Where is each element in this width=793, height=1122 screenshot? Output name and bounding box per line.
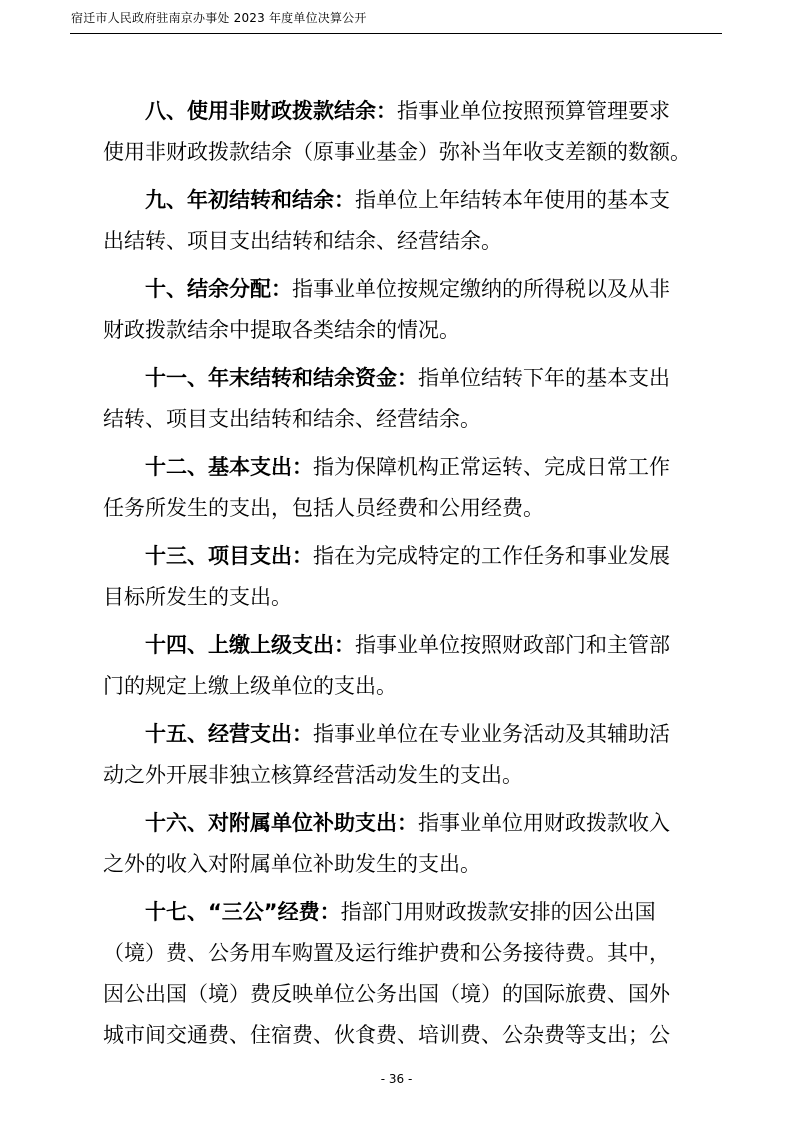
entry-continuation: 出结转、项目支出结转和结余、经营结余。 — [103, 229, 502, 253]
entry-first-line — [103, 180, 703, 221]
entry-continuation: （境）费、公务用车购置及运行维护费和公务接待费。其中， — [103, 941, 670, 965]
entry-first-line — [103, 358, 703, 399]
entry-first-line — [103, 803, 703, 844]
entry-text: 指在为完成特定的工作任务和事业发展 — [313, 544, 670, 568]
entry-continuation: 门的规定上缴上级单位的支出。 — [103, 674, 397, 698]
glossary-entry — [103, 91, 703, 173]
entry-term: 十三、项目支出： — [145, 544, 313, 568]
entry-continuation: 财政拨款结余中提取各类结余的情况。 — [103, 318, 460, 342]
glossary-entry — [103, 892, 703, 1056]
page-number: - 36 - — [380, 1072, 413, 1086]
entry-term: 十、结余分配： — [145, 277, 292, 301]
entry-first-line — [103, 892, 703, 933]
entry-text: 指为保障机构正常运转、完成日常工作 — [313, 455, 670, 479]
entry-first-line — [103, 714, 703, 755]
entry-text: 指事业单位在专业业务活动及其辅助活 — [313, 722, 670, 746]
entry-text: 指事业单位用财政拨款收入 — [418, 811, 670, 835]
entry-first-line — [103, 447, 703, 488]
entry-text: 指事业单位按照预算管理要求 — [397, 99, 670, 123]
entry-continuation: 使用非财政拨款结余（原事业基金）弥补当年收支差额的数额。 — [103, 140, 691, 164]
entry-term: 十五、经营支出： — [145, 722, 313, 746]
entry-term: 八、使用非财政拨款结余： — [145, 99, 397, 123]
entry-term: 九、年初结转和结余： — [145, 188, 355, 212]
glossary-entry — [103, 714, 703, 796]
glossary-entry — [103, 358, 703, 440]
glossary-entry — [103, 180, 703, 262]
entry-continuation: 目标所发生的支出。 — [103, 585, 292, 609]
entry-first-line — [103, 269, 703, 310]
entry-first-line — [103, 625, 703, 666]
entry-term: 十六、对附属单位补助支出： — [145, 811, 418, 835]
entry-first-line — [103, 536, 703, 577]
entry-continuation: 动之外开展非独立核算经营活动发生的支出。 — [103, 763, 523, 787]
glossary-entries — [103, 91, 703, 1063]
glossary-entry — [103, 536, 703, 618]
entry-continuation: 城市间交通费、住宿费、伙食费、培训费、公杂费等支出；公 — [103, 1023, 670, 1047]
glossary-entry — [103, 447, 703, 529]
entry-first-line — [103, 91, 703, 132]
glossary-entry — [103, 269, 703, 351]
glossary-entry — [103, 803, 703, 885]
glossary-entry — [103, 625, 703, 707]
entry-continuation: 任务所发生的支出，包括人员经费和公用经费。 — [103, 496, 544, 520]
entry-text: 指事业单位按照财政部门和主管部 — [355, 633, 670, 657]
entry-text: 指部门用财政拨款安排的因公出国 — [340, 900, 656, 924]
entry-term: 十一、年末结转和结余资金： — [145, 366, 418, 390]
header-divider — [70, 33, 722, 34]
entry-continuation: 之外的收入对附属单位补助发生的支出。 — [103, 852, 481, 876]
entry-continuation: 因公出国（境）费反映单位公务出国（境）的国际旅费、国外 — [103, 982, 670, 1006]
entry-text: 指单位结转下年的基本支出 — [418, 366, 670, 390]
document-header: 宿迁市人民政府驻南京办事处 2023 年度单位决算公开 — [71, 11, 367, 25]
entry-term: 十七、“三公”经费： — [145, 900, 341, 924]
entry-term: 十四、上缴上级支出： — [145, 633, 355, 657]
entry-text: 指单位上年结转本年使用的基本支 — [355, 188, 670, 212]
entry-text: 指事业单位按规定缴纳的所得税以及从非 — [292, 277, 670, 301]
entry-term: 十二、基本支出： — [145, 455, 313, 479]
entry-continuation: 结转、项目支出结转和结余、经营结余。 — [103, 407, 481, 431]
